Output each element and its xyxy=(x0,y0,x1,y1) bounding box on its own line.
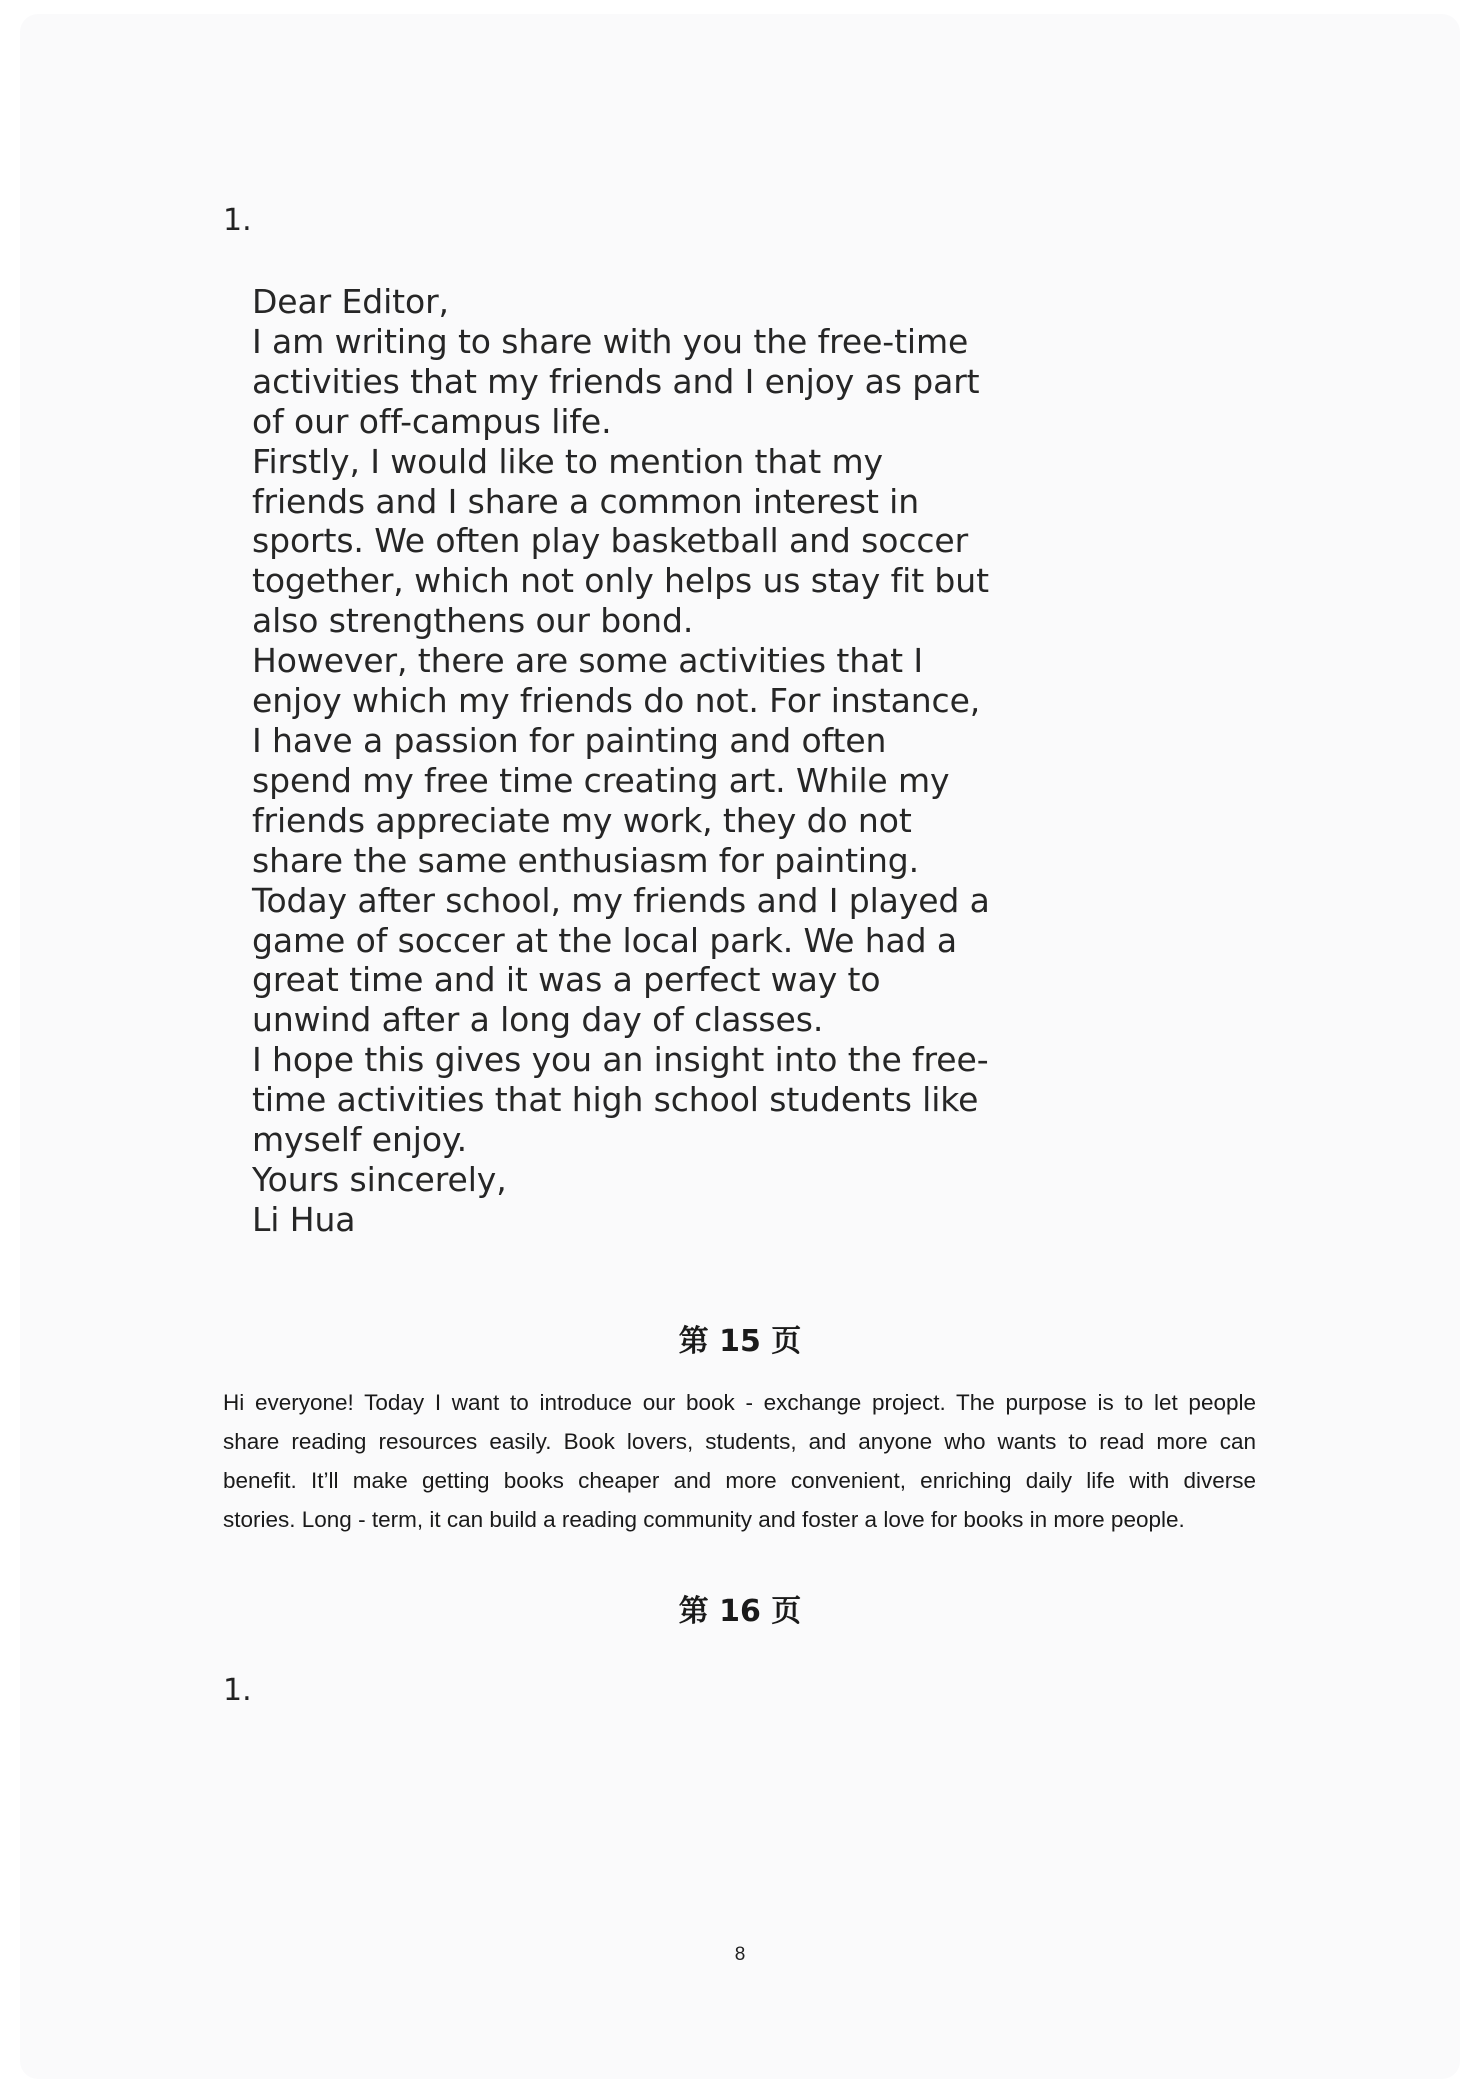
letter-line: also strengthens our bond. xyxy=(252,601,694,641)
letter-line: unwind after a long day of classes. xyxy=(252,1000,824,1040)
page-number: 8 xyxy=(734,1944,746,1965)
paragraph-line: share reading resources easily. Book lovers, students, and anyone who wants to read more can xyxy=(223,1429,1256,1454)
paragraph-line: benefit. It’ll make getting books cheaper and more convenient, enriching daily life with diverse xyxy=(223,1468,1256,1493)
letter-body xyxy=(252,282,1012,1240)
letter-line: Today after school, my friends and I played a xyxy=(252,880,990,920)
letter-closing: Yours sincerely, xyxy=(252,1159,507,1199)
paragraph-line: Hi everyone! Today I want to introduce our book - exchange project. The purpose is to let people xyxy=(223,1390,1256,1415)
letter-line: activities that my friends and I enjoy as part xyxy=(252,361,980,401)
letter-line: I have a passion for painting and often xyxy=(252,720,887,760)
letter-line: game of soccer at the local park. We had a xyxy=(252,920,958,960)
page-15-heading: 第 15 页 xyxy=(678,1324,802,1359)
page-16-heading: 第 16 页 xyxy=(678,1594,802,1629)
question-number: 1. xyxy=(223,203,252,238)
letter-line: Dear Editor, xyxy=(252,282,449,321)
letter-line: However, there are some activities that I xyxy=(252,641,924,681)
letter-line: myself enjoy. xyxy=(252,1120,468,1160)
page-15-paragraph xyxy=(223,1383,1256,1539)
letter-line: I am writing to share with you the free-time xyxy=(252,321,969,361)
letter-line: friends and I share a common interest in xyxy=(252,481,920,521)
letter-line: enjoy which my friends do not. For instance, xyxy=(252,681,981,721)
letter-line: friends appreciate my work, they do not xyxy=(252,800,912,840)
letter-line: I hope this gives you an insight into the free- xyxy=(252,1040,989,1080)
letter-line: sports. We often play basketball and soccer xyxy=(252,521,969,561)
letter-line: Firstly, I would like to mention that my xyxy=(252,441,883,481)
letter-line: of our off-campus life. xyxy=(252,401,612,441)
letter-signature: Li Hua xyxy=(252,1199,356,1239)
letter-line: together, which not only helps us stay fit but xyxy=(252,561,989,601)
letter-line: time activities that high school students like xyxy=(252,1080,979,1120)
letter-line: great time and it was a perfect way to xyxy=(252,960,881,1000)
letter-line: spend my free time creating art. While my xyxy=(252,760,950,800)
question-number: 1. xyxy=(223,1673,252,1708)
letter-line: share the same enthusiasm for painting. xyxy=(252,840,920,880)
paragraph-line: stories. Long - term, it can build a reading community and foster a love for books in more people. xyxy=(223,1507,1185,1532)
